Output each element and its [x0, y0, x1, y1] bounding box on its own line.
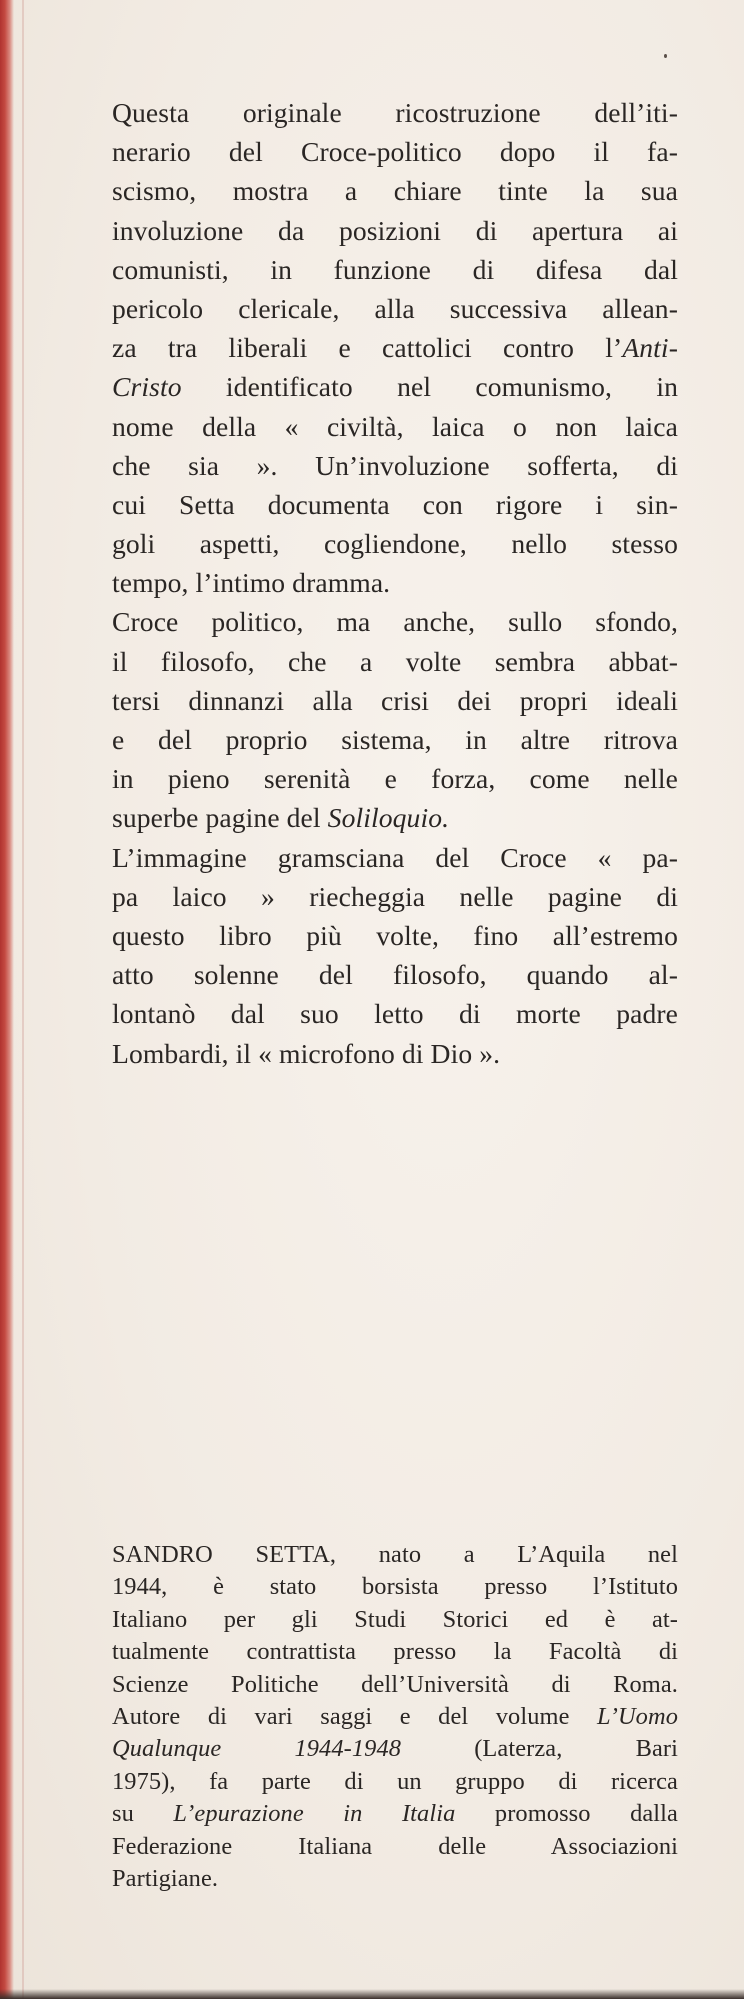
fold-crease — [22, 0, 24, 1999]
bio-line: tualmente contrattista presso la Facoltà di — [112, 1638, 678, 1666]
blurb-line: scismo, mostra a chiare tinte la sua — [112, 175, 678, 207]
blurb-line: il filosofo, che a volte sembra abbat- — [112, 645, 678, 677]
blurb-line: nerario del Croce-politico dopo il fa- — [112, 136, 678, 168]
blurb-line: Lombardi, il « microfono di Dio ». — [112, 1037, 501, 1069]
blurb-line: superbe pagine del Soliloquio. — [112, 802, 450, 834]
bio-line: Qualunque 1944-1948 (Laterza, Bari — [112, 1735, 678, 1763]
blurb-line: cui Setta documenta con rigore i sin- — [112, 488, 678, 520]
blurb-line: che sia ». Un’involuzione sofferta, di — [112, 449, 678, 481]
blurb-line: lontanò dal suo letto di morte padre — [112, 998, 678, 1030]
bio-line: Italiano per gli Studi Storici ed è at- — [112, 1605, 678, 1633]
paper-speck — [664, 54, 667, 58]
blurb-text — [112, 93, 678, 1073]
blurb-line: Croce politico, ma anche, sullo sfondo, — [112, 606, 678, 638]
page-bottom-shadow — [0, 1989, 744, 1999]
blurb-line: nome della « civiltà, laica o non laica — [112, 410, 678, 442]
bio-line: Federazione Italiana delle Associazioni — [112, 1832, 678, 1860]
blurb-line: za tra liberali e cattolici contro l’Anti- — [112, 332, 678, 364]
bio-line: Partigiane. — [112, 1864, 219, 1892]
blurb-line: in pieno serenità e forza, come nelle — [112, 763, 678, 795]
blurb-line: atto solenne del filosofo, quando al- — [112, 959, 678, 991]
blurb-line: L’immagine gramsciana del Croce « pa- — [112, 841, 678, 873]
blurb-line: Cristo identificato nel comunismo, in — [112, 371, 678, 403]
blurb-line: tersi dinnanzi alla crisi dei propri ideali — [112, 684, 678, 716]
bio-line: Autore di vari saggi e del volume L’Uomo — [112, 1702, 678, 1730]
bio-line: 1975), fa parte di un gruppo di ricerca — [112, 1767, 678, 1795]
blurb-line: Questa originale ricostruzione dell’iti- — [112, 97, 678, 128]
blurb-line: pa laico » riecheggia nelle pagine di — [112, 880, 678, 912]
blurb-line: goli aspetti, cogliendone, nello stesso — [112, 528, 678, 560]
blurb-line: pericolo clericale, alla successiva allean- — [112, 292, 678, 324]
bio-line: su L’epurazione in Italia promosso dalla — [112, 1800, 678, 1828]
blurb-line: e del proprio sistema, in altre ritrova — [112, 724, 678, 755]
red-spine-edge — [0, 0, 14, 1999]
bio-line: 1944, è stato borsista presso l’Istituto — [112, 1573, 678, 1601]
blurb-line: involuzione da posizioni di apertura ai — [112, 214, 678, 246]
author-bio — [112, 1539, 678, 1895]
bio-line: Scienze Politiche dell’Università di Roma. — [112, 1670, 678, 1698]
bio-line: SANDRO SETTA, nato a L’Aquila nel — [112, 1541, 678, 1568]
blurb-line: comunisti, in funzione di difesa dal — [112, 253, 678, 285]
blurb-line: questo libro più volte, fino all’estremo — [112, 919, 678, 951]
blurb-line: tempo, l’intimo dramma. — [112, 567, 391, 599]
